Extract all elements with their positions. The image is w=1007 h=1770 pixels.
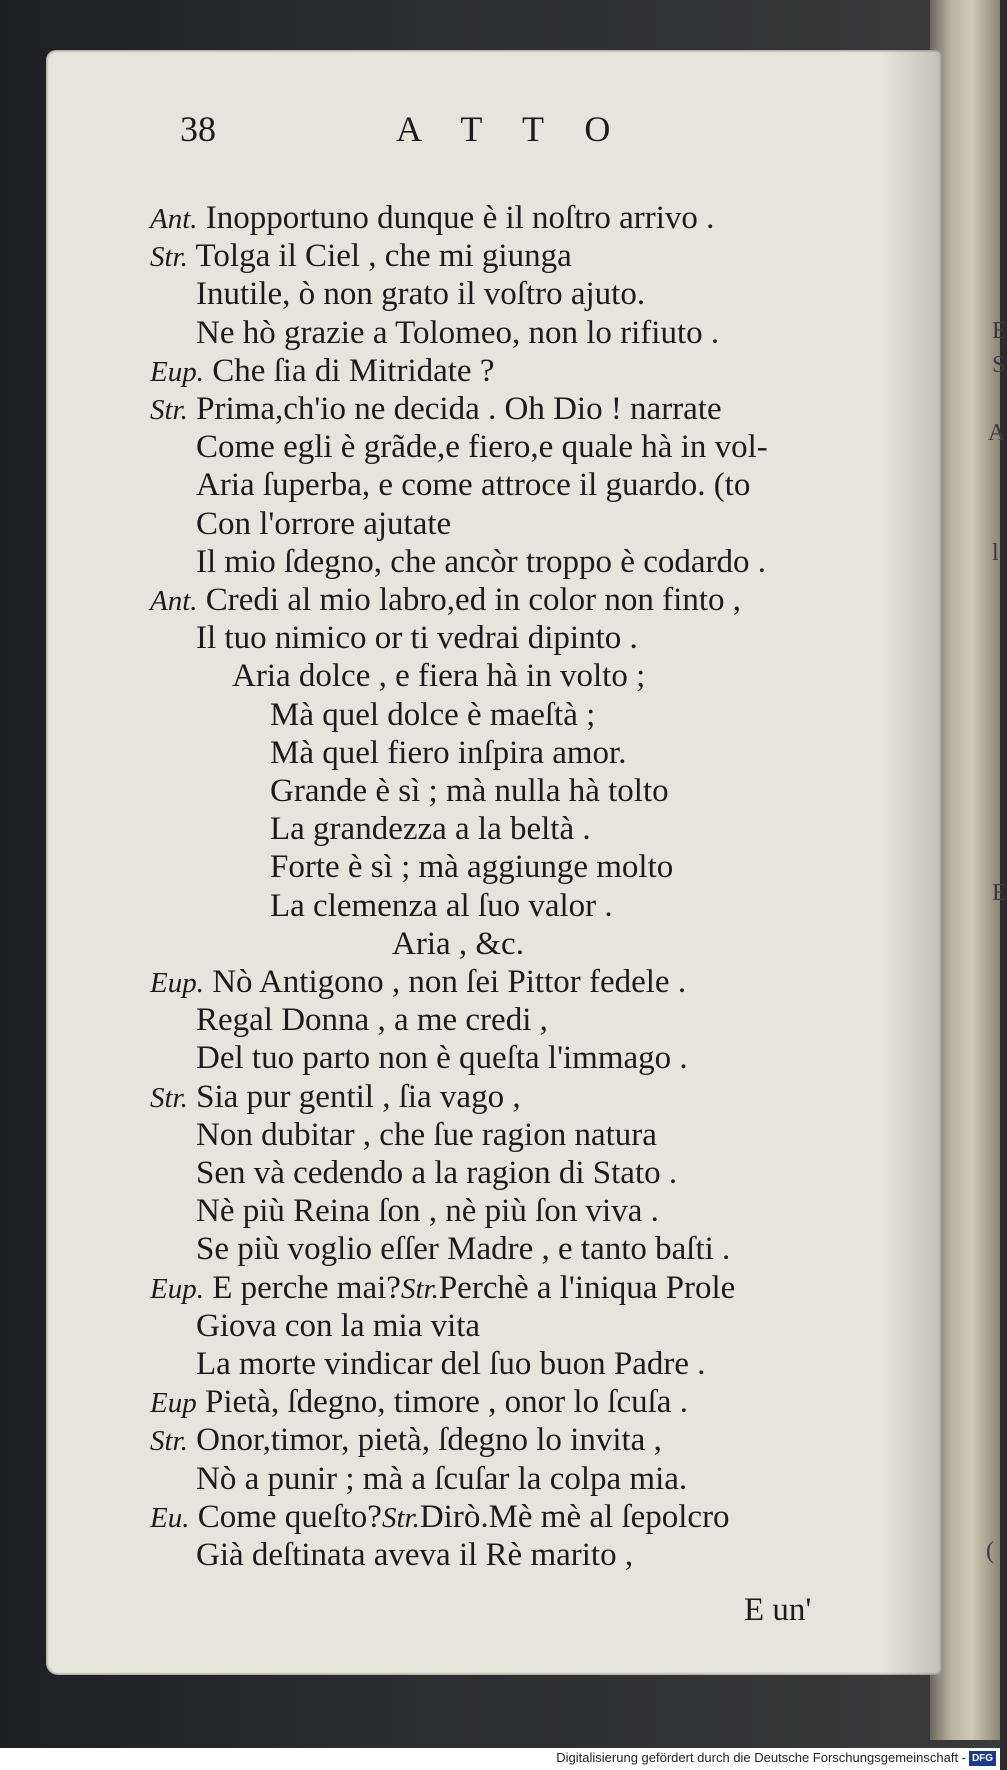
text-line — [196, 1155, 677, 1191]
digitization-credit: Digitalisierung gefördert durch die Deutsche Forschungsgemeinschaft - — [556, 1750, 966, 1765]
line-text: Già deſtinata aveva il Rè marito , — [196, 1537, 634, 1573]
line-text: Inopportuno dunque è il noſtro arrivo . — [205, 200, 715, 236]
speaker-label: Str. — [150, 1425, 188, 1458]
speaker-label: Str. — [150, 1081, 188, 1114]
line-text: Dirò.Mè mè al ſepolcro — [419, 1498, 730, 1535]
line-text: Prima,ch'io ne decida . Oh Dio ! narrate — [196, 391, 722, 427]
text-line — [150, 964, 686, 1001]
line-text: Aria , &c. — [392, 925, 524, 962]
text-line — [196, 315, 719, 351]
line-text: La clemenza al ſuo valor . — [270, 887, 613, 924]
catchword: E un' — [744, 1592, 812, 1628]
line-text: Perchè a l'iniqua Prole — [438, 1269, 736, 1306]
line-text: Sia pur gentil , ſia vago , — [196, 1078, 521, 1115]
text-line — [150, 1384, 688, 1421]
text-line — [150, 391, 722, 428]
text-line — [270, 773, 669, 809]
margin-fragment: E — [992, 318, 1007, 344]
margin-fragment: E — [992, 880, 1007, 906]
line-text: Ne hò grazie a Tolomeo, non lo rifiuto . — [196, 314, 720, 351]
line-text: Se più voglio eſſer Madre , e tanto baſti . — [196, 1231, 731, 1268]
speaker-label: Eup. — [150, 967, 204, 999]
line-text: Forte è sì ; mà aggiunge molto — [270, 849, 674, 886]
text-line — [270, 888, 613, 924]
text-line — [196, 276, 645, 312]
speaker-label: Str. — [381, 1501, 420, 1534]
speaker-label: Eup. — [150, 355, 204, 388]
line-text: Il tuo nimico or ti vedrai dipinto . — [196, 620, 638, 657]
line-text: Mà quel dolce è maeſtà ; — [270, 696, 596, 733]
text-line — [196, 429, 768, 465]
footer-bar — [0, 1748, 1000, 1770]
line-text: La morte vindicar del ſuo buon Padre . — [196, 1346, 706, 1382]
text-line — [392, 926, 524, 962]
text-line — [270, 811, 591, 847]
dfg-logo: DFG — [969, 1751, 996, 1766]
text-line — [150, 1270, 735, 1307]
line-text: Del tuo parto non è queſta l'immago . — [196, 1040, 688, 1077]
text-line — [196, 1346, 706, 1382]
text-line — [150, 1079, 521, 1116]
margin-fragment: ( — [986, 1538, 994, 1564]
line-text: Regal Donna , a me credi , — [196, 1002, 548, 1039]
margin-fragment: A — [988, 420, 1006, 446]
text-line — [270, 849, 673, 885]
line-text: Che ſia di Mitridate ? — [212, 352, 495, 389]
text-line — [150, 200, 714, 237]
text-line — [150, 238, 572, 275]
line-text: Giova con la mia vita — [196, 1307, 481, 1344]
running-title: A T T O — [396, 109, 627, 149]
text-line — [196, 544, 766, 580]
line-text: Inutile, ò non grato il voſtro ajuto. — [196, 276, 646, 313]
speaker-label: Str. — [400, 1272, 439, 1305]
line-text: Il mio ſdegno, che ancòr troppo è codardo . — [196, 543, 766, 580]
line-text: Come queſto? — [197, 1498, 382, 1535]
speaker-label: Eup — [150, 1387, 197, 1420]
speaker-label: Ant. — [150, 203, 198, 235]
text-line — [196, 1002, 548, 1038]
line-text: Onor,timor, pietà, ſdegno lo invita , — [196, 1422, 662, 1459]
text-line — [270, 697, 595, 733]
margin-fragment: S — [992, 352, 1006, 378]
page-curl-shadow — [882, 50, 942, 1675]
line-text: Credi al mio labro,ed in color non finto , — [205, 582, 741, 618]
line-text: Nò a punir ; mà a ſcuſar la colpa mia. — [196, 1460, 688, 1497]
line-text: Pietà, ſdegno, timore , onor lo ſcuſa . — [204, 1384, 688, 1421]
line-text: Nè più Reina ſon , nè più ſon viva . — [196, 1193, 659, 1230]
line-text: Grande è sì ; mà nulla hà tolto — [270, 773, 669, 809]
text-line — [232, 658, 645, 694]
text-line — [150, 1422, 662, 1459]
text-line — [196, 1117, 657, 1153]
line-text: Tolga il Ciel , che mi giunga — [195, 238, 572, 275]
text-line — [196, 1537, 633, 1573]
margin-fragment: l — [992, 540, 999, 566]
text-line — [196, 467, 750, 503]
line-text: La grandezza a la beltà . — [270, 811, 591, 848]
line-text: Aria ſuperba, e come attroce il guardo. (to — [196, 467, 751, 504]
line-text: Non dubitar , che ſue ragion natura — [196, 1116, 657, 1153]
line-text: Con l'orrore ajutate — [196, 505, 452, 542]
text-line — [196, 1461, 687, 1497]
text-line — [150, 1499, 730, 1536]
line-text: Come egli è grãde,e fiero,e quale hà in vol- — [196, 429, 768, 466]
text-line — [270, 735, 626, 771]
line-text: Aria dolce , e fiera hà in volto ; — [232, 658, 646, 695]
speaker-label: Eup. — [150, 1272, 204, 1305]
text-line — [196, 506, 451, 542]
line-text: Nò Antigono , non ſei Pittor fedele . — [212, 964, 687, 1000]
speaker-label: Str. — [150, 241, 188, 274]
line-text: Mà quel fiero inſpira amor. — [270, 734, 627, 771]
text-line — [196, 620, 638, 656]
text-line — [196, 1308, 480, 1344]
speaker-label: Eu. — [150, 1501, 190, 1534]
speaker-label: Str. — [150, 394, 188, 426]
text-line — [196, 1193, 659, 1229]
text-line — [150, 353, 494, 390]
page-number: 38 — [180, 109, 216, 149]
text-line — [150, 582, 741, 619]
line-text: E perche mai? — [212, 1269, 401, 1306]
text-line — [196, 1040, 688, 1076]
text-line — [196, 1231, 730, 1267]
speaker-label: Ant. — [150, 585, 198, 617]
line-text: Sen và cedendo a la ragion di Stato . — [196, 1155, 678, 1191]
